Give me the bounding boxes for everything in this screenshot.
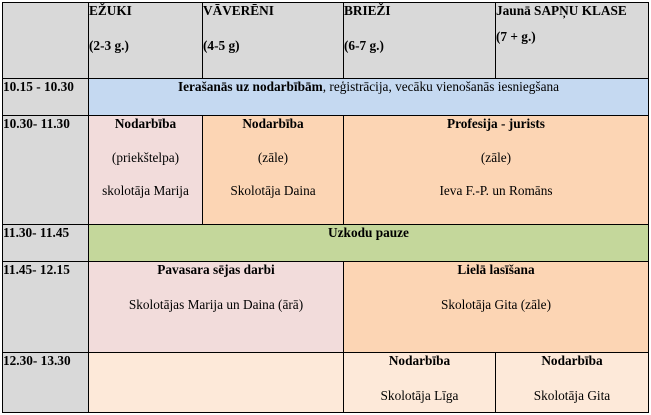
- group-age: (6-7 g.): [344, 38, 384, 53]
- notice-text: , reģistrācija, vecāku vienošanās iesniegšana: [322, 79, 560, 94]
- activity-title: Nodarbība: [541, 353, 603, 368]
- header-row: [3, 3, 649, 79]
- time-cell: 10.15 - 10.30: [3, 79, 89, 116]
- activity-cell-sapnu-klase: [496, 353, 649, 413]
- group-age: (7 + g.): [496, 29, 536, 44]
- schedule-row: [3, 353, 649, 413]
- group-age: (2-3 g.): [89, 38, 129, 53]
- activity-cell-older: [344, 262, 649, 353]
- time-cell: 10.30- 11.30: [3, 116, 89, 225]
- group-name: BRIEŽI: [344, 3, 391, 18]
- activity-teacher: Skolotāja Gita (zāle): [440, 297, 552, 312]
- activity-title: Nodarbība: [242, 116, 304, 131]
- group-age: (4-5 g): [203, 38, 240, 53]
- group-name: EŽUKI: [89, 3, 132, 18]
- activity-teacher: Skolotāja Gita: [533, 388, 611, 403]
- time-cell: 12.30- 13.30: [3, 353, 89, 413]
- activity-place: (zāle): [257, 150, 289, 165]
- activity-title: Nodarbība: [388, 353, 451, 368]
- schedule-row: [3, 116, 649, 225]
- activity-title: Nodarbība: [114, 116, 177, 131]
- header-group-sapnu-klase: [496, 3, 649, 79]
- activity-title: Profesija - jurists: [447, 116, 545, 131]
- activity-teacher: Ieva F.-P. un Romāns: [439, 183, 553, 198]
- activity-teacher: skolotāja Marija: [102, 183, 189, 198]
- activity-title: Pavasara sējas darbi: [157, 262, 275, 277]
- group-name: Jaunā SAPŅU KLASE: [496, 3, 627, 18]
- group-name: VĀVERĒNI: [203, 3, 274, 18]
- activity-cell-briezi: [344, 353, 496, 413]
- time-cell: 11.45- 12.15: [3, 262, 89, 353]
- activity-title: Lielā lasīšana: [457, 262, 535, 277]
- header-group-ezuki: [89, 3, 203, 79]
- header-group-vavereni: [203, 3, 344, 79]
- snack-pause-cell: Uzkodu pauze: [89, 225, 649, 262]
- time-cell: 11.30- 11.45: [3, 225, 89, 262]
- activity-teacher: Skolotāja Daina: [230, 183, 316, 198]
- activity-cell-briezi-sapnu: [344, 116, 649, 225]
- header-group-briezi: [344, 3, 496, 79]
- schedule-row: [3, 225, 649, 262]
- activity-cell-ezuki: [89, 116, 203, 225]
- activity-cell-younger: [89, 262, 344, 353]
- notice-bold-text: Ierašanās uz nodarbībām: [177, 79, 323, 94]
- schedule-row: [3, 79, 649, 116]
- activity-place: (zāle): [480, 150, 512, 165]
- arrival-notice-cell: [89, 79, 649, 116]
- activity-teacher: Skolotāja Līga: [380, 388, 459, 403]
- empty-cell: [89, 353, 344, 413]
- activity-cell-vavereni: [203, 116, 344, 225]
- schedule-row: [3, 262, 649, 353]
- schedule-table: [2, 2, 649, 413]
- activity-teacher: Skolotājas Marija un Daina (ārā): [128, 297, 304, 312]
- activity-place: (priekštelpa): [111, 150, 180, 165]
- header-corner-cell: [3, 3, 89, 79]
